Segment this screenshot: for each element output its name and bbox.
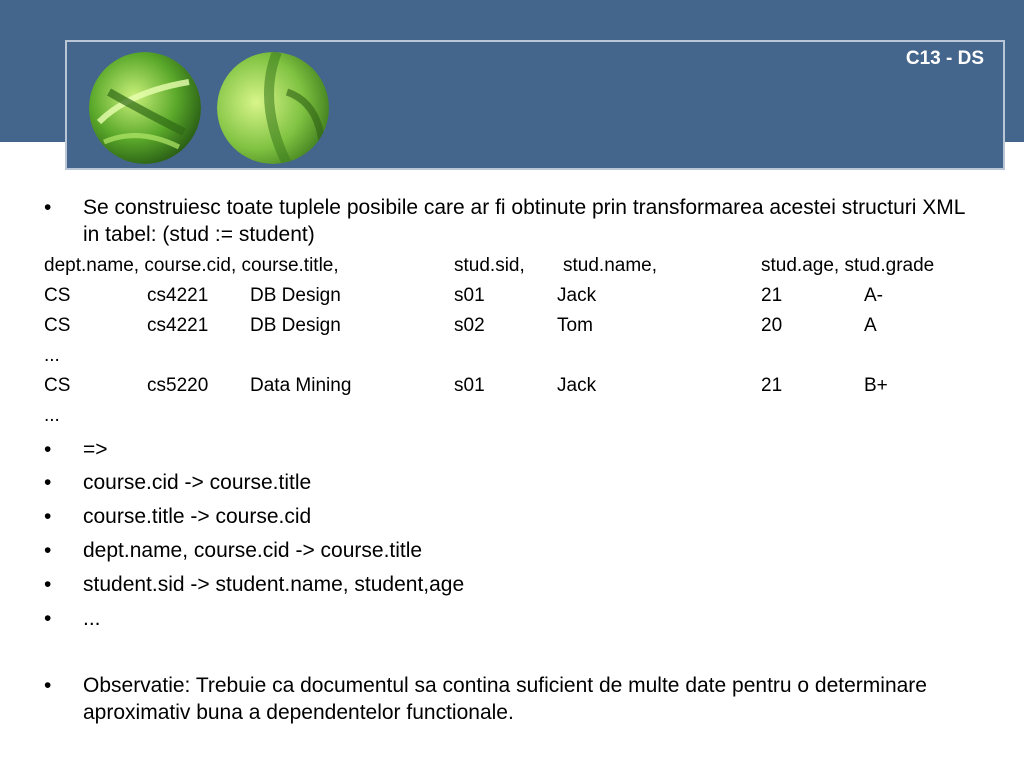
list-item-text: => [83,438,108,461]
table-cell: ... [44,345,60,366]
table-cell: DB Design [250,315,341,336]
table-header [44,254,1004,278]
table-cell: cs4221 [147,285,209,306]
table-header-cell: stud.sid, [454,255,525,276]
table-header-cell: dept.name, course.cid, course.title, [44,255,339,276]
table-header-cell: stud.name, [563,255,657,276]
table-cell: ... [44,405,60,426]
table-cell: CS [44,285,71,306]
table-cell: CS [44,375,71,396]
table-cell: cs4221 [147,315,209,336]
table-header-cell: stud.age, stud.grade [761,255,935,276]
bullet-marker: • [44,539,52,562]
table-row [44,284,1004,308]
table-cell: Data Mining [250,375,352,396]
list-item-text: ... [83,607,101,630]
table-cell: B+ [864,375,888,396]
table-cell: CS [44,315,71,336]
bullet-marker: • [44,438,52,461]
slide-title: C13 - DS [905,48,984,69]
table-cell: A- [864,285,883,306]
table-row [44,404,1004,428]
table-cell: s01 [454,285,485,306]
table-row [44,374,1004,398]
table-cell: s01 [454,375,485,396]
list-item-text: student.sid -> student.name, student,age [83,573,465,596]
table-row [44,314,1004,338]
table-cell: 21 [761,375,783,396]
bullet-marker: • [44,573,52,596]
table-cell: Jack [557,375,597,396]
bullet-marker: • [44,471,52,494]
table-cell: s02 [454,315,485,336]
bullet-marker: • [44,674,52,697]
table-cell: DB Design [250,285,341,306]
observation-text: Observatie: Trebuie ca documentul sa contina suficient de multe date pentru o determinare aproximativ buna a dependentelor functionale. [83,674,927,724]
table-cell: Tom [557,315,593,336]
list-item-text: course.title -> course.cid [83,505,312,528]
bullet-marker: • [44,505,52,528]
table-cell: 21 [761,285,783,306]
table-cell: Jack [557,285,597,306]
list-item-text: course.cid -> course.title [83,471,312,494]
table-row [44,344,1004,368]
table-cell: 20 [761,315,783,336]
table-cell: A [864,315,877,336]
intro-text: Se construiesc toate tuplele posibile care ar fi obtinute prin transformarea acestei structuri XML in tabel: (stud := student) [83,196,965,246]
bullet-marker: • [44,607,52,630]
list-item-text: dept.name, course.cid -> course.title [83,539,423,562]
table-cell: cs5220 [147,375,209,396]
bullet-marker: • [44,196,52,219]
